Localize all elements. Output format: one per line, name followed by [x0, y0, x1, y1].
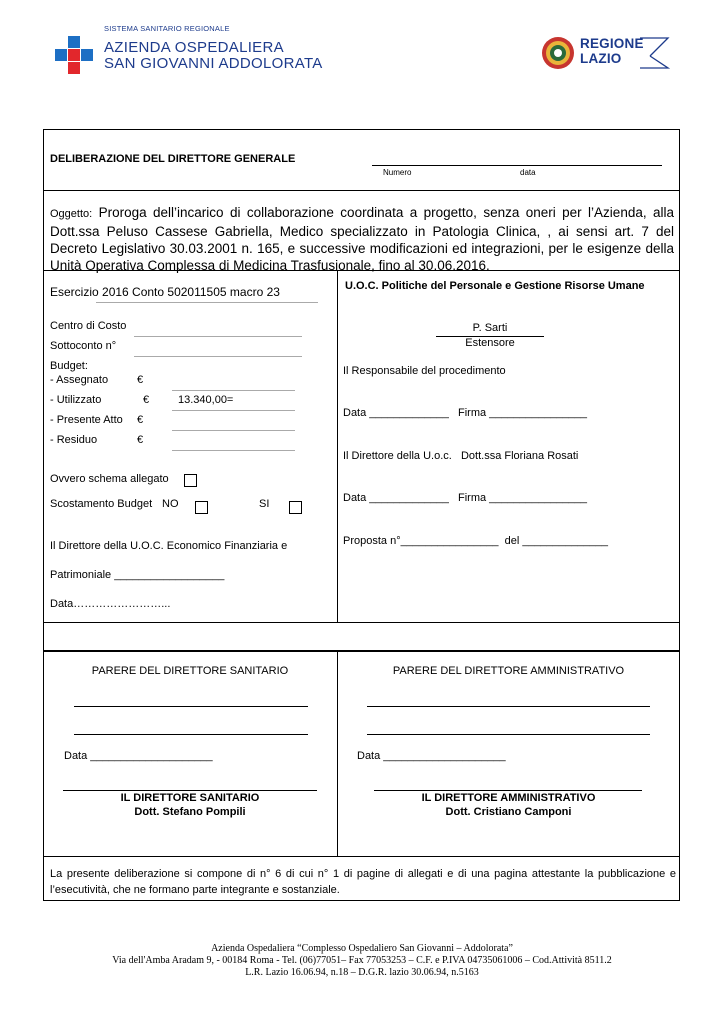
data-sanitario[interactable]: Data ____________________ — [64, 750, 213, 762]
regione-logo — [580, 36, 692, 72]
presente-atto-label: - Presente Atto — [50, 414, 123, 426]
org-name-line1: AZIENDA OSPEDALIERA — [104, 39, 284, 56]
composition-note: La presente deliberazione si compone di n° 6 di cui n° 1 di pagine di allegati e di una pagina attestante la pubblicazione e l’esecutività, che ne formano parte integrante e sostanziale. — [50, 868, 676, 896]
patrimoniale-label: Patrimoniale __________________ — [50, 569, 225, 581]
subject-label: Oggetto: — [50, 208, 93, 220]
direttore-amministrativo-role: IL DIRETTORE AMMINISTRATIVO — [421, 792, 596, 804]
uoc-title: U.O.C. Politiche del Personale e Gestione Risorse Umane — [345, 280, 645, 292]
system-label: SISTEMA SANITARIO REGIONALE — [104, 24, 230, 33]
numero-label: Numero — [383, 168, 412, 177]
residuo-label: - Residuo — [50, 434, 98, 446]
residuo-field[interactable] — [172, 450, 295, 451]
direttore-sanitario-name: Dott. Stefano Pompili — [134, 806, 246, 818]
euro-sign: € — [137, 414, 144, 426]
schema-allegato-checkbox[interactable] — [184, 474, 197, 487]
firma-amministrativo-line[interactable] — [374, 790, 642, 791]
divider — [43, 190, 680, 191]
divider — [43, 622, 680, 623]
responsabile-label: Il Responsabile del procedimento — [343, 365, 506, 377]
parere-amministrativo-line[interactable] — [367, 734, 650, 735]
regione-emblem-icon — [541, 36, 575, 70]
assegnato-label: - Assegnato — [50, 374, 109, 386]
budget-label: Budget: — [50, 360, 88, 372]
regione-line2: LAZIO — [580, 51, 622, 66]
centro-costo-field[interactable] — [134, 336, 302, 337]
firma-sanitario-line[interactable] — [63, 790, 317, 791]
data-label: data — [520, 168, 536, 177]
schema-allegato-label: Ovvero schema allegato — [50, 473, 169, 485]
assegnato-field[interactable] — [172, 390, 295, 391]
scostamento-label: Scostamento Budget — [50, 498, 153, 510]
regione-line1: REGIONE — [580, 36, 644, 51]
si-checkbox[interactable] — [289, 501, 302, 514]
proposta-field[interactable]: Proposta n°________________ del ______________ — [343, 535, 608, 547]
footer-line2: Via dell'Amba Aradam 9, - 00184 Roma - Tel. (06)77051– Fax 77053253 – C.F. e P.IVA 04735061006 – Cod.Attività 8511.2 — [112, 955, 612, 966]
divider — [337, 650, 338, 856]
estensore-label: Estensore — [465, 337, 515, 349]
parere-amministrativo-line[interactable] — [367, 706, 650, 707]
euro-sign: € — [137, 374, 144, 386]
presente-atto-field[interactable] — [172, 430, 295, 431]
estensore-name: P. Sarti — [472, 322, 508, 334]
data-amministrativo[interactable]: Data ____________________ — [357, 750, 506, 762]
parere-amministrativo-title: PARERE DEL DIRETTORE AMMINISTRATIVO — [392, 665, 625, 677]
parere-sanitario-title: PARERE DEL DIRETTORE SANITARIO — [91, 665, 289, 677]
no-checkbox[interactable] — [195, 501, 208, 514]
parere-sanitario-line[interactable] — [74, 734, 308, 735]
data-firma-1[interactable]: Data _____________ Firma ________________ — [343, 407, 588, 419]
utilizzato-field[interactable] — [172, 410, 295, 411]
divider — [43, 650, 680, 652]
divider — [337, 270, 338, 622]
subject-text: Proroga dell’incarico di collaborazione coordinata a progetto, senza oneri per l’Azienda, alla Dott.ssa Peluso Cassese Gabriella, Medico specializzato in Patologia Clinica, , ai sensi art. 7 del Decreto Legislativo 30.03.2001 n. 165, e successive modificazioni ed integrazioni, per le esigenze della Unità Operativa Complessa di Medicina Trasfusionale, fino al 30.06.2016. — [50, 205, 674, 273]
parere-sanitario-line[interactable] — [74, 706, 308, 707]
number-date-line[interactable] — [372, 165, 662, 166]
org-name-line2: SAN GIOVANNI ADDOLORATA — [104, 55, 323, 72]
regione-slash-mark — [640, 36, 670, 70]
data-firma-2[interactable]: Data _____________ Firma ________________ — [343, 492, 588, 504]
direttore-uoc-label: Il Direttore della U.o.c. Dott.ssa Floriana Rosati — [343, 450, 579, 462]
document-title: DELIBERAZIONE DEL DIRETTORE GENERALE — [50, 153, 296, 165]
centro-costo-label: Centro di Costo — [50, 320, 127, 332]
sottoconto-field[interactable] — [134, 356, 302, 357]
sottoconto-label: Sottoconto n° — [50, 340, 117, 352]
direttore-amministrativo-name: Dott. Cristiano Camponi — [445, 806, 572, 818]
euro-sign: € — [137, 434, 144, 446]
hospital-cross-logo — [55, 36, 93, 74]
utilizzato-value: 13.340,00= — [178, 394, 234, 406]
field-line — [96, 302, 318, 303]
esercizio-conto: Esercizio 2016 Conto 502011505 macro 23 — [50, 285, 280, 299]
no-label: NO — [162, 498, 179, 510]
si-label: SI — [259, 498, 270, 510]
subject — [50, 204, 674, 274]
data-left-label: Data……………………... — [50, 598, 171, 610]
euro-sign: € — [143, 394, 150, 406]
utilizzato-label: - Utilizzato — [50, 394, 102, 406]
divider — [43, 856, 680, 857]
footer-line1: Azienda Ospedaliera “Complesso Ospedaliero San Giovanni – Addolorata” — [211, 943, 513, 954]
footer-line3: L.R. Lazio 16.06.94, n.18 – D.G.R. lazio 30.06.94, n.5163 — [245, 967, 479, 978]
direttore-sanitario-role: IL DIRETTORE SANITARIO — [120, 792, 260, 804]
direttore-economico-label: Il Direttore della U.O.C. Economico Finanziaria e — [50, 540, 288, 552]
